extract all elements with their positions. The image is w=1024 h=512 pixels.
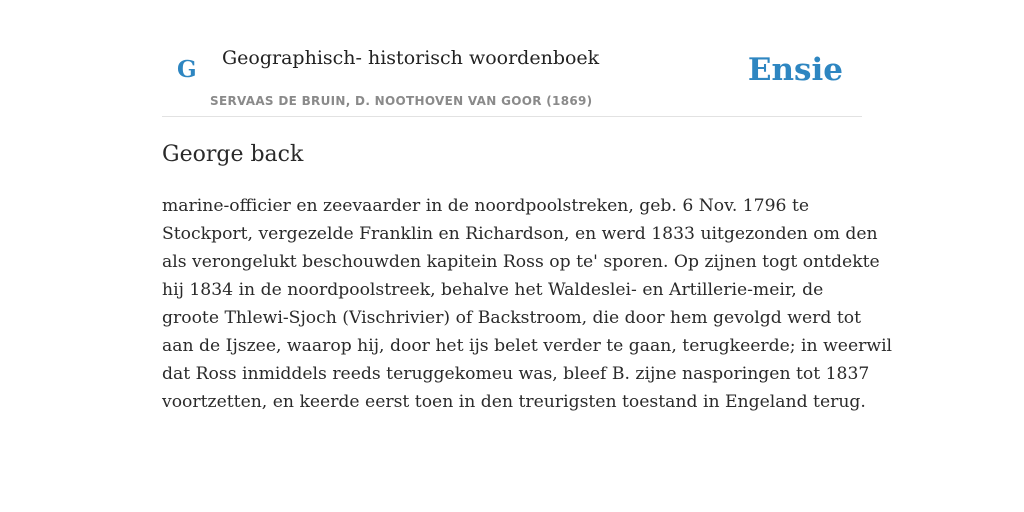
entry-line: als verongelukt beschouwden kapitein Ross op te' sporen. Op zijnen togt ontdekte	[162, 252, 880, 272]
entry-title: George back	[162, 142, 304, 167]
entry-line: groote Thlewi-Sjoch (Vischrivier) of Backstroom, die door hem gevolgd werd tot	[162, 308, 861, 328]
entry-line: Stockport, vergezelde Franklin en Richardson, en werd 1833 uitgezonden om den	[162, 224, 878, 244]
book-header	[162, 36, 862, 117]
ensie-logo-link[interactable]: Ensie	[747, 52, 843, 88]
entry-line: aan de Ijszee, waarop hij, door het ijs belet verder te gaan, terugkeerde; in weerwil	[162, 336, 893, 356]
entry-text	[162, 192, 893, 416]
entry-line: voortzetten, en keerde eerst toen in den treurigsten toestand in Engeland terug.	[162, 392, 866, 412]
entry-line: dat Ross inmiddels reeds teruggekomeu was, bleef B. zijne nasporingen tot 1837	[162, 364, 870, 384]
index-letter[interactable]: G	[177, 56, 197, 83]
entry-line: marine-officier en zeevaarder in de noordpoolstreken, geb. 6 Nov. 1796 te	[162, 196, 810, 216]
book-author: SERVAAS DE BRUIN, D. NOOTHOVEN VAN GOOR (1869)	[210, 94, 593, 108]
entry-line: hij 1834 in de noordpoolstreek, behalve het Waldeslei- en Artillerie-meir, de	[162, 280, 824, 300]
book-title[interactable]: Geographisch- historisch woordenboek	[222, 47, 600, 69]
